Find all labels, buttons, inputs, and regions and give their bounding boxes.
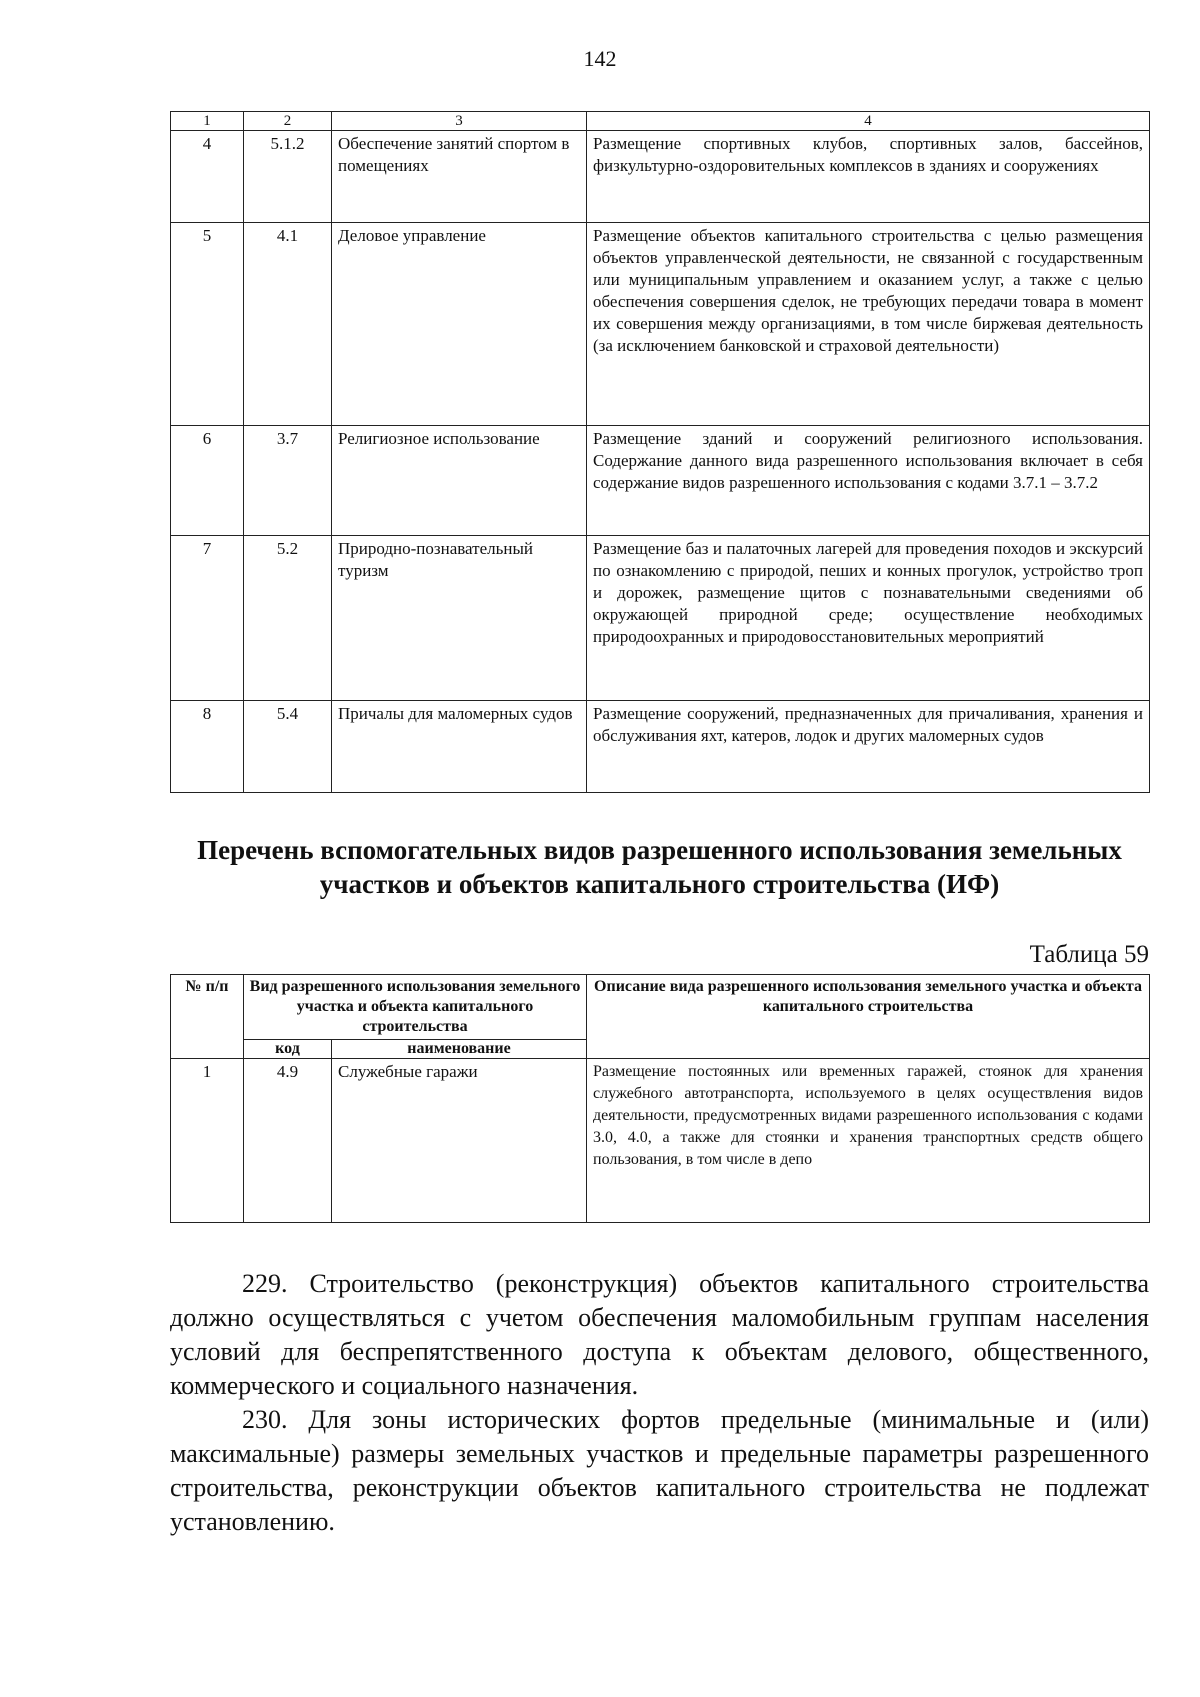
- column-header-description: Описание вида разрешенного использования земельного участка и объекта капитального строительства: [587, 975, 1150, 1059]
- column-header-number: № п/п: [171, 975, 244, 1059]
- table-label: Таблица 59: [1029, 941, 1149, 968]
- table-row: [171, 131, 1150, 223]
- use-name: Обеспечение занятий спортом в помещениях: [332, 131, 587, 223]
- table-row: [171, 536, 1150, 701]
- table-row: [171, 701, 1150, 793]
- use-code: 5.1.2: [244, 131, 332, 223]
- row-number: 7: [171, 536, 244, 701]
- column-number-row: [171, 112, 1150, 131]
- use-description: Размещение зданий и сооружений религиозного использования. Содержание данного вида разрешенного использования включает в себя содержание видов разрешенного использования с кодами 3.7.1 – 3.7.2: [587, 426, 1150, 536]
- use-description: Размещение объектов капитального строительства с целью размещения объектов управленческой деятельности, не связанной с государственным или муниципальным управлением и оказанием услуг, а также с целью обеспечения совершения сделок, не требующих передачи товара в момент их совершения между организациями, в том числе биржевая деятельность (за исключением банковской и страховой деятельности): [587, 223, 1150, 426]
- section-title: Перечень вспомогательных видов разрешенного использования земельных участков и объектов капитального строительства (ИФ): [197, 835, 1122, 899]
- use-name: Религиозное использование: [332, 426, 587, 536]
- use-description: Размещение сооружений, предназначенных для причаливания, хранения и обслуживания яхт, катеров, лодок и других маломерных судов: [587, 701, 1150, 793]
- use-name: Причалы для маломерных судов: [332, 701, 587, 793]
- column-number: 1: [171, 112, 244, 131]
- row-number: 6: [171, 426, 244, 536]
- column-header-use-type: Вид разрешенного использования земельного участка и объекта капитального строительства: [244, 975, 587, 1040]
- use-code: 5.4: [244, 701, 332, 793]
- page-number: 142: [583, 46, 617, 71]
- use-code: 3.7: [244, 426, 332, 536]
- use-description: Размещение постоянных или временных гаражей, стоянок для хранения служебного автотранспорта, используемого в целях осуществления видов деятельности, предусмотренных видами разрешенного использования с кодами 3.0, 4.0, а также для стоянки и хранения транспортных средств общего пользования, в том числе в депо: [587, 1059, 1150, 1223]
- use-name: Служебные гаражи: [332, 1059, 587, 1223]
- table-header-row: [171, 975, 1150, 1040]
- use-code: 4.9: [244, 1059, 332, 1223]
- row-number: 5: [171, 223, 244, 426]
- row-number: 8: [171, 701, 244, 793]
- table-row: [171, 426, 1150, 536]
- table-row: [171, 223, 1150, 426]
- use-code: 5.2: [244, 536, 332, 701]
- use-description: Размещение спортивных клубов, спортивных залов, бассейнов, физкультурно-оздоровительных комплексов в зданиях и сооружениях: [587, 131, 1150, 223]
- use-name: Деловое управление: [332, 223, 587, 426]
- column-number: 2: [244, 112, 332, 131]
- row-number: 4: [171, 131, 244, 223]
- paragraph-229: 229. Строительство (реконструкция) объектов капитального строительства должно осуществляться с учетом обеспечения маломобильным группам населения условий для беспрепятственного доступа к объектам делового, общественного, коммерческого и социального назначения.: [170, 1269, 1149, 1400]
- body-text: [170, 1267, 1149, 1539]
- use-description: Размещение баз и палаточных лагерей для проведения походов и экскурсий по ознакомлению с природой, пеших и конных прогулок, устройство троп и дорожек, размещение щитов с познавательными сведениями об окружающей природной среде; осуществление необходимых природоохранных и природовосстановительных мероприятий: [587, 536, 1150, 701]
- use-name: Природно-познавательный туризм: [332, 536, 587, 701]
- auxiliary-use-table: [170, 974, 1150, 1223]
- column-number: 4: [587, 112, 1150, 131]
- use-code: 4.1: [244, 223, 332, 426]
- table-row: [171, 1059, 1150, 1223]
- column-header-code: код: [244, 1040, 332, 1059]
- paragraph-230: 230. Для зоны исторических фортов предельные (минимальные и (или) максимальные) размеры земельных участков и предельные параметры разрешенного строительства, реконструкции объектов капитального строительства не подлежат установлению.: [170, 1405, 1149, 1536]
- land-use-table-continued: [170, 111, 1150, 793]
- column-header-name: наименование: [332, 1040, 587, 1059]
- column-number: 3: [332, 112, 587, 131]
- row-number: 1: [171, 1059, 244, 1223]
